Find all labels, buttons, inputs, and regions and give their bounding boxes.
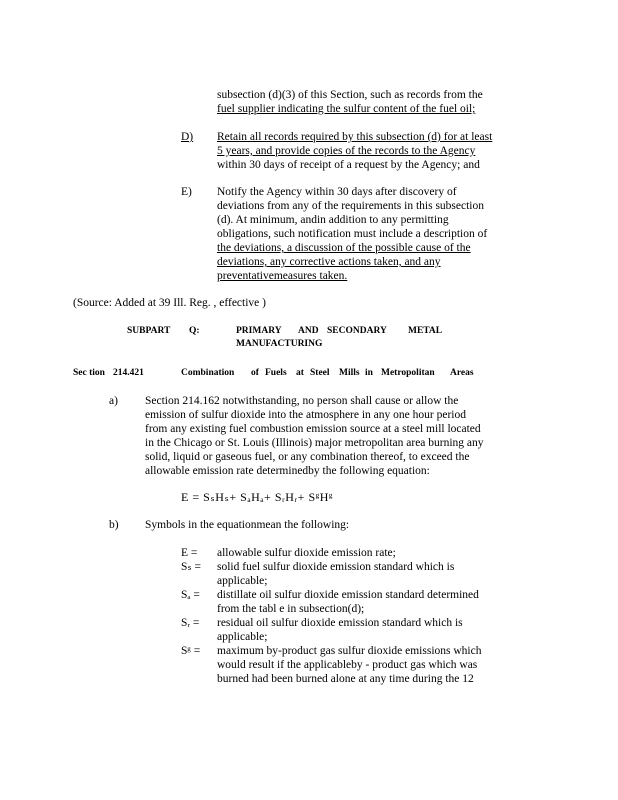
subpart-letter: Q: [189,326,200,336]
text-line: (d). At minimum, andin addition to any permitting [217,214,449,226]
text-line: obligations, such notification must include a description of [217,228,488,240]
text-line: deviations from any of the requirements in this subsection [217,200,484,212]
text-line: solid, liquid or gaseous fuel, or any combination thereof, to exceed the [145,451,470,463]
section-title-word: Metropolitan [381,368,435,378]
definition-text: applicable; [217,631,268,643]
text-line: Retain all records required by this subsection (d) for at least [217,131,493,143]
text-line: Notify the Agency within 30 days after discovery of [217,186,457,198]
definition-text: from the tabl e in subsection(d); [217,603,365,615]
definition-symbol: E = [181,547,198,559]
subpart-title-word: SECONDARY [327,326,387,336]
definition-text: burned had been burned alone at any time during the 12 [217,673,474,685]
definition-symbol: Sₐ = [181,589,200,601]
item-marker-d: D) [181,131,194,143]
para-b-intro: Symbols in the equationmean the following: [145,519,350,531]
definition-symbol: Sᵍ = [181,645,201,657]
definition-symbol: Sᵣ = [181,617,200,629]
section-title-word: Fuels [265,368,287,378]
section-heading [0,366,618,380]
definition-text: residual oil sulfur dioxide emission standard which is [217,617,463,629]
text-line: preventativemeasures taken. [217,270,348,282]
text-line: from any existing fuel combustion emission source at a steel mill located [145,423,481,435]
section-title-word: Areas [450,368,474,378]
equation: E = SₛHₛ+ SₐHₐ+ SᵣHᵣ+ SᵍHᵍ [181,490,334,504]
definition-text: solid fuel sulfur dioxide emission standard which is [217,561,455,573]
text-line: subsection (d)(3) of this Section, such as records from the [217,89,483,101]
section-title-word: of [251,368,259,378]
section-title-word: Mills [339,368,360,378]
definition-text: would result if the applicableby - product gas which was [217,659,478,671]
text-line: the deviations, a discussion of the possible cause of the [217,242,471,254]
text-line: deviations, any corrective actions taken, and any [217,256,441,268]
subpart-title-word: METAL [408,326,443,336]
text-line: within 30 days of receipt of a request by the Agency; and [217,159,480,171]
text-line: 5 years, and provide copies of the records to the Agency [217,145,476,157]
source-note: (Source: Added at 39 Ill. Reg. , effective ) [73,297,266,309]
section-title-word: at [296,368,304,378]
text-line: Section 214.162 notwithstanding, no person shall cause or allow the [145,395,459,407]
subpart-title-word: AND [298,326,319,336]
section-title-word: Steel [310,368,330,378]
section-title-word: Combination [181,368,235,378]
definitions-list [181,546,511,696]
subpart-label: SUBPART [127,326,171,336]
item-marker-e: E) [181,186,192,198]
section-number: 214.421 [113,368,144,378]
text-line: emission of sulfur dioxide into the atmosphere in any one hour period [145,409,466,421]
definition-text: maximum by-product gas sulfur dioxide emissions which [217,645,482,657]
definition-text: applicable; [217,575,268,587]
section-title-word: in [365,368,373,378]
subpart-title-word: MANUFACTURING [236,339,323,349]
text-line: fuel supplier indicating the sulfur content of the fuel oil; [217,103,476,115]
text-line: in the Chicago or St. Louis (Illinois) major metropolitan area burning any [145,437,484,449]
para-marker-a: a) [109,395,118,407]
subpart-title-word: PRIMARY [236,326,282,336]
definition-text: allowable sulfur dioxide emission rate; [217,547,396,559]
subpart-heading [0,324,618,354]
para-marker-b: b) [109,519,119,531]
section-label: Sec tion [73,368,105,378]
definition-symbol: Sₛ = [181,561,202,573]
text-line: allowable emission rate determinedby the following equation: [145,465,430,477]
definition-text: distillate oil sulfur dioxide emission standard determined [217,589,479,601]
